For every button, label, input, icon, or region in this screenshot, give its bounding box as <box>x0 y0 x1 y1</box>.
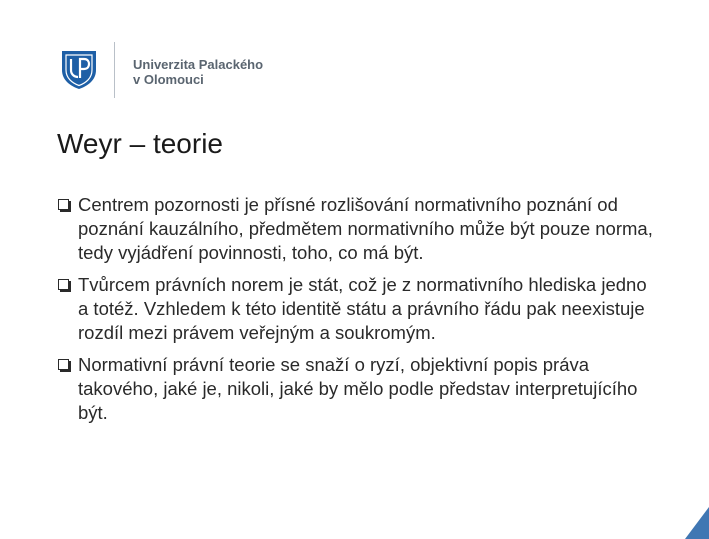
bullet-item <box>58 273 658 345</box>
corner-shape-icon <box>685 507 709 539</box>
hollow-square-bullet-icon <box>58 199 69 210</box>
bullet-item <box>58 193 658 265</box>
bullet-text: Tvůrcem právních norem je stát, což je z normativního hlediska jedno a totéž. Vzhledem k této identitě státu a právního řádu pak neexistuje rozdíl mezi právem veřejným a soukromým. <box>78 274 647 343</box>
bullet-item <box>58 353 658 425</box>
logo-divider <box>114 42 115 98</box>
university-name-line1: Univerzita Palackého <box>133 57 264 72</box>
bullet-list <box>58 193 658 433</box>
slide-title: Weyr – teorie <box>57 128 223 159</box>
university-name <box>133 57 263 87</box>
hollow-square-bullet-icon <box>58 279 69 290</box>
bullet-text: Centrem pozornosti je přísné rozlišování normativního poznání od poznání kauzálního, předmětem normativního může být pouze norma, tedy vyjádření povinnosti, toho, co má být. <box>78 194 653 263</box>
university-emblem-icon <box>58 48 100 90</box>
university-name-line2: v Olomouci <box>133 72 204 87</box>
bullet-text: Normativní právní teorie se snaží o ryzí, objektivní popis práva takového, jaké je, nikoli, jaké by mělo podle představ interpretujícího být. <box>78 354 638 423</box>
hollow-square-bullet-icon <box>58 359 69 370</box>
